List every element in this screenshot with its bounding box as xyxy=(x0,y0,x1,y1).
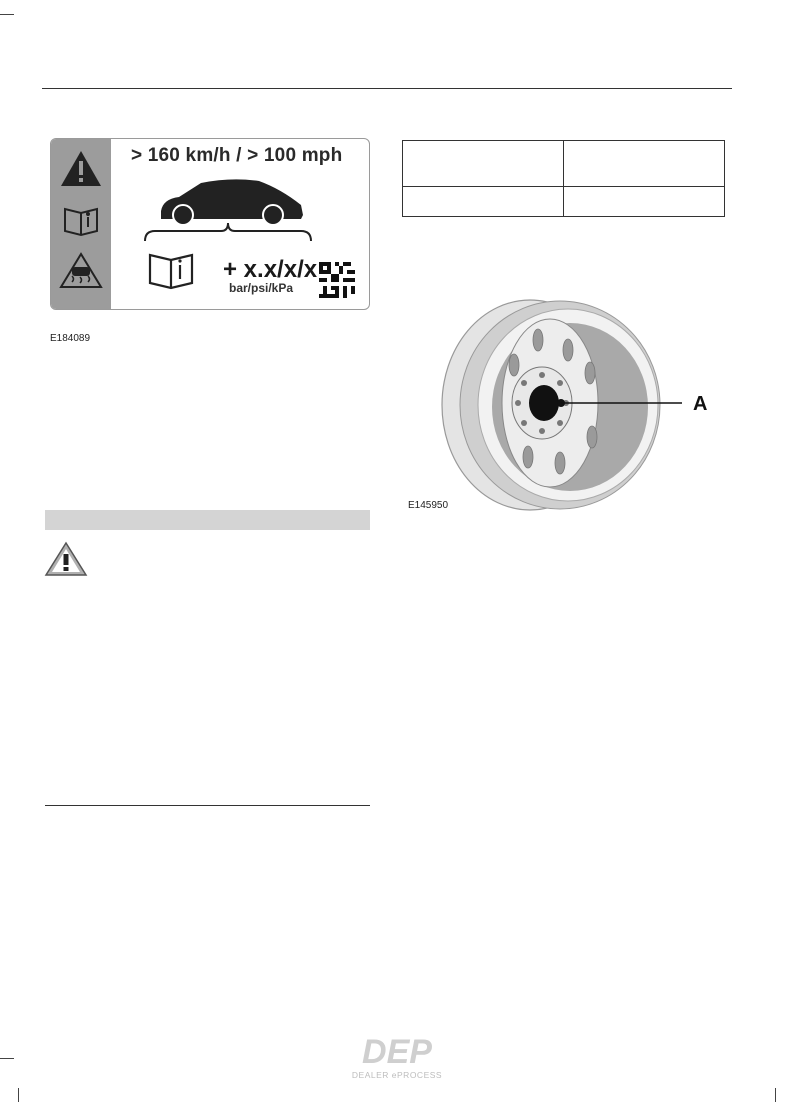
pressure-units: bar/psi/kPa xyxy=(229,281,294,295)
callout-label: A xyxy=(693,393,708,415)
header-rule xyxy=(42,88,732,89)
spare-wheel-illustration xyxy=(430,295,700,515)
crop-mark xyxy=(775,1088,776,1102)
table-cell xyxy=(564,141,725,187)
caution-triangle-icon xyxy=(44,541,88,577)
dealer-eprocess-logo xyxy=(340,1033,454,1081)
car-silhouette-icon xyxy=(141,175,316,245)
figure-code: E145950 xyxy=(408,500,449,511)
crop-mark xyxy=(0,14,14,15)
table-cell xyxy=(403,187,564,217)
skid-warning-icon xyxy=(61,254,101,287)
label-icon-column xyxy=(51,139,111,309)
speed-threshold-text: > 160 km/h / > 100 mph xyxy=(131,145,343,166)
table-cell xyxy=(403,141,564,187)
crop-mark xyxy=(18,1088,19,1102)
pressure-value: + x.x/x/x xyxy=(223,256,318,283)
figure-code: E184089 xyxy=(50,333,91,344)
crop-mark xyxy=(0,1058,14,1059)
svg-text:DEP: DEP xyxy=(362,1033,432,1071)
section-heading-bar xyxy=(45,510,370,530)
warning-triangle-icon xyxy=(51,139,111,309)
svg-text:DEALER ePROCESS: DEALER ePROCESS xyxy=(351,1070,443,1080)
owner-manual-icon xyxy=(146,251,196,291)
tyre-speed-label xyxy=(50,138,370,310)
owner-manual-icon xyxy=(65,209,97,235)
section-end-rule xyxy=(45,805,370,806)
table-cell xyxy=(564,187,725,217)
specification-table xyxy=(402,140,725,217)
qr-code-icon xyxy=(319,262,355,298)
